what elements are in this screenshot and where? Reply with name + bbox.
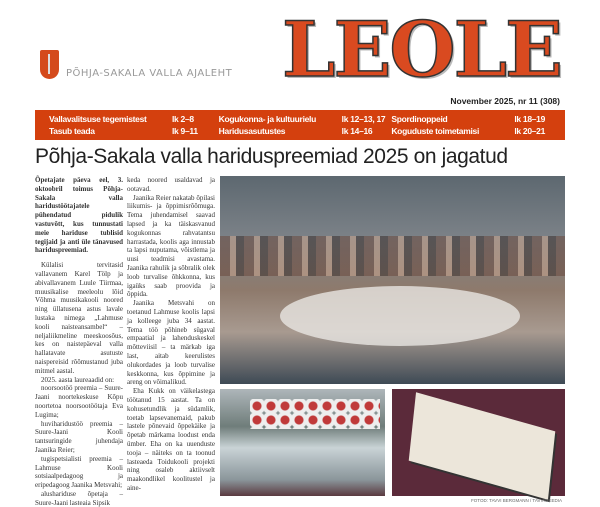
guestbook-photo [392, 389, 565, 496]
contents-row [219, 126, 386, 136]
contents-pages: lk 14–16 [341, 126, 373, 136]
contents-item: Spordinoppeid [391, 114, 448, 124]
contents-group [49, 114, 213, 140]
contents-row [219, 114, 386, 124]
photo-credit: FOTOD: TAVVI BERGMANN / TAVVIMEEDIA [471, 498, 562, 503]
contents-pages: lk 2–8 [172, 114, 194, 124]
article-column-2 [127, 176, 215, 502]
paragraph: noorsootöö preemia – Suure-Jaani noortekeskuse Kõpu noortetoa noorsootöötaja Eva Lugima; [35, 384, 123, 419]
contents-row [391, 126, 555, 136]
paragraph: tugispetsialisti preemia – Lahmuse Kooli sotsiaalpedagoog ja eripedagoog Jaanika Metsvahi; [35, 454, 123, 490]
article-column-1 [35, 176, 123, 507]
contents-item: Vallavalitsuse tegemistest [49, 114, 147, 124]
contents-row [49, 126, 213, 136]
contents-bar [35, 110, 565, 140]
contents-pages: lk 20–21 [514, 126, 546, 136]
ceremony-photo [220, 176, 565, 384]
masthead-title: LEOLE [282, 5, 561, 94]
contents-pages: lk 18–19 [514, 114, 546, 124]
paragraph: Jaanika Reier nakatab õpilasi liikumis- ja õppimisrõõmuga. Tema juhendamisel saavad lapsed ja ka täiskasvanud kogukonnas rahvatantsu harrastada, koolis aga innustab ta lapsi nuputama, võistlema ja uusi teadmisi avastama. Jaanika rahulik ja sõbralik olek loob turvalise õhkkonna, kus igaüks saab proovida ja õppida. [127, 193, 215, 299]
contents-group [391, 114, 555, 140]
issue-info: November 2025, nr 11 (308) [450, 96, 560, 106]
paragraph: 2025. aasta laureaadid on: [41, 375, 115, 384]
awards-photo [220, 389, 385, 496]
coat-of-arms-logo [40, 50, 59, 79]
tagline: PÕHJA-SAKALA VALLA AJALEHT [66, 68, 233, 79]
contents-item: Haridusasutustes [218, 126, 286, 136]
article-headline: Põhja-Sakala valla hariduspreemiad 2025 on jagatud [35, 145, 508, 168]
paragraph: Külalisi tervitasid vallavanem Karel Tölp ja abivallavanem Luule Tiirmaa, muusikalise meeleolu lõid Võhma muusikakooli noored ning üllatusena astus lavale lustaka nimega „Lahmuse kooli naisteansambel“ – neljaliikmeline meeskoosõus, kes on naistepäeval valla hallatavate asutuste naispereisid rõõmustanud juba mitmel aastal. [35, 261, 123, 375]
contents-pages: lk 12–13, 17 [341, 114, 386, 124]
paragraph: keda noored usaldavad ja ootavad. [127, 176, 215, 193]
article-lead: Õpetajate päeva eel, 3. oktoobril toimus Põhja-Sakala valla haridustöötajatele pühendatud pidulik vastuvõtt, kus tunnustati meie hariduse tublisid tegijaid ja anti üle tänavused hariduspreemiad. [35, 176, 123, 255]
contents-pages: lk 9–11 [172, 126, 198, 136]
contents-item: Kogukonna- ja kultuurielu [218, 114, 317, 124]
contents-item: Tasub teada [49, 126, 95, 136]
paragraph: alushariduse õpetaja – Suure-Jaani lasteaia Sipsik [35, 489, 123, 507]
contents-row [49, 114, 213, 124]
contents-row [391, 114, 555, 124]
contents-group [219, 114, 386, 140]
paragraph: Jaanika Metsvahi on toetanud Lahmuse koolis lapsi ja kolleege juba 34 aastat. Tema töö põhineb sügaval empaatial ja lahenduskeskel mõtteviisil – ta märkab iga last, aitab keerulistes olukordades ja loob turvalise keskkonna, kus õppimine ja areng on võimalikud. [127, 299, 215, 387]
paragraph: Eha Kukk on väikelastega töötanud 15 aastat. Ta on kohusetundlik ja südamlik, toetab lapsevanemaid, pakub lastele põnevaid õppekäike ja õpetab märkama loodust enda ümber. Eha on ka uuenduste tooja – näiteks on ta toonud lasteaeda Toidukooli projekti ning osaleb aktiivselt maakondlikel koolitustel ja aine- [127, 387, 215, 492]
paragraph: huviharidustöö preemia – Suure-Jaani Kooli tantsuringide juhendaja Jaanika Reier; [35, 419, 123, 454]
contents-item: Koguduste toimetamisi [391, 126, 480, 136]
